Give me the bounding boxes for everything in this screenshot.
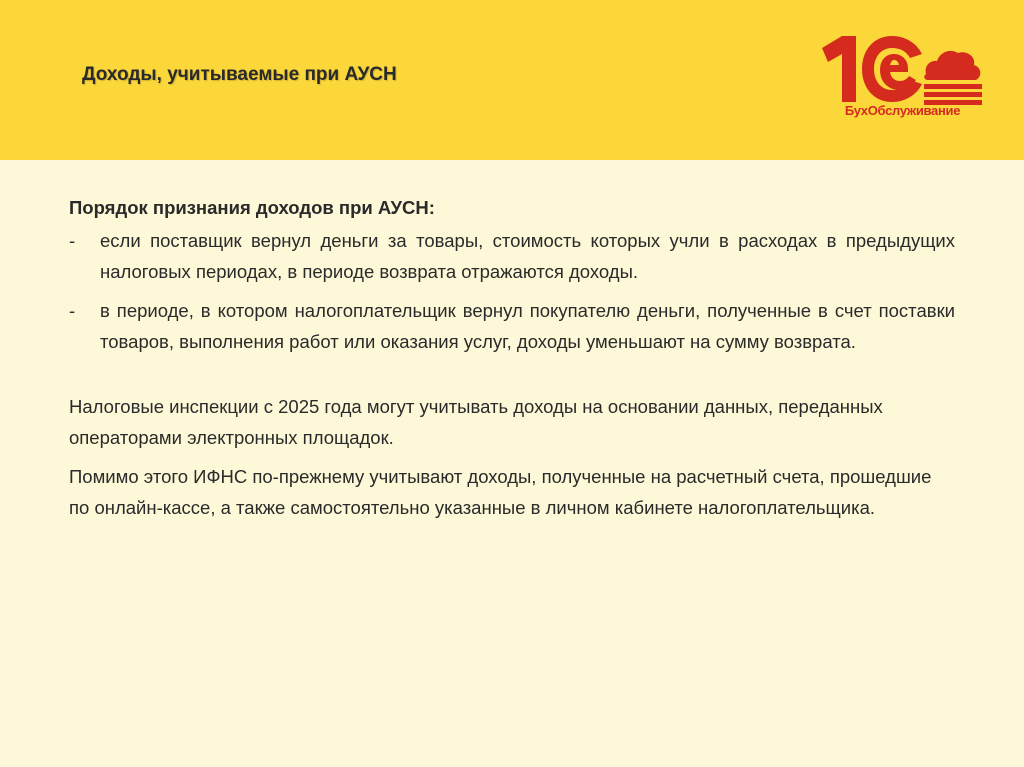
logo-subtitle: БухОбслуживание [844,103,961,118]
slide-title: Доходы, учитываемые при АУСН [82,64,397,85]
paragraph-ifns-income: Помимо этого ИФНС по-прежнему учитывают доходы, полученные на расчетный счета, прошедшие по онлайн-кассе, а также самостоятельно указанные в личном кабинете налогоплательщика. [69,466,932,518]
slide-content [69,192,955,523]
content-heading: Порядок признания доходов при АУСН: [69,197,435,218]
bullet-dash: - [69,300,76,321]
list-item [69,225,955,287]
list-item [69,295,955,357]
logo-1c-mark-icon [816,30,986,106]
bullet-text: если поставщик вернул деньги за товары, стоимость которых учли в расходах в предыдущих налоговых периодах, в периоде возврата отражаются доходы. [100,230,955,282]
paragraph-tax-inspections: Налоговые инспекции с 2025 года могут учитывать доходы на основании данных, переданных операторами электронных площадок. [69,396,883,448]
bullet-dash: - [69,230,76,251]
bullet-text: в периоде, в котором налогоплательщик вернул покупателю деньги, полученные в счет поставки товаров, выполнения работ или оказания услуг, доходы уменьшают на сумму возврата. [100,300,955,352]
slide-header [0,0,1024,160]
